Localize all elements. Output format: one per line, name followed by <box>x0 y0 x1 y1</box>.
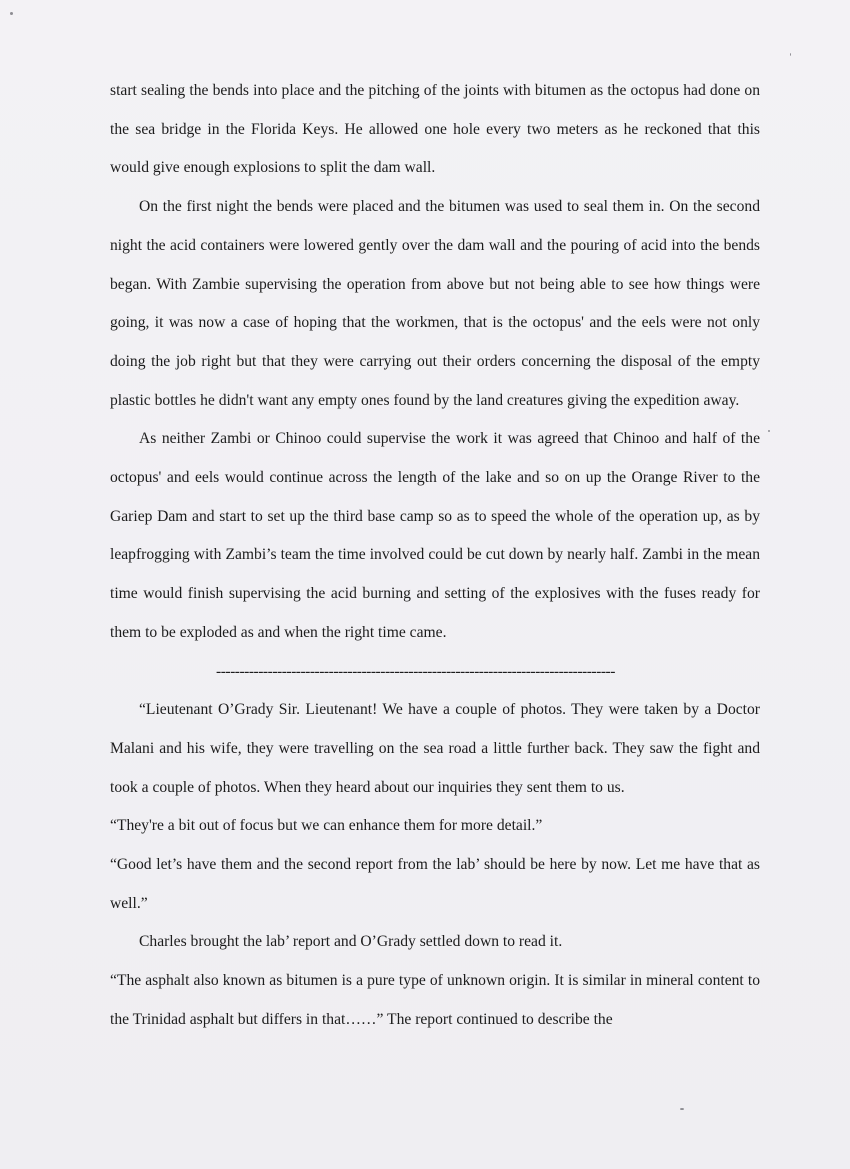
paragraph-second-report: “Good let’s have them and the second report from the lab’ should be here by now. Let me have that as well.” <box>110 856 760 912</box>
document-body <box>110 72 760 1040</box>
paragraph-zambi-chinoo: As neither Zambi or Chinoo could supervise the work it was agreed that Chinoo and half of the octopus' and eels would continue across the length of the lake and so on up the Orange River to the Gariep Dam and start to set up the third base camp so as to speed the whole of the operation up, as by leapfrogging with Zambi’s team the time involved could be cut down by nearly half. Zambi in the mean time would finish supervising the acid burning and setting of the explosives with the fuses ready for them to be exploded as and when the right time came. <box>110 430 760 641</box>
scan-speck <box>790 53 791 56</box>
scan-speck <box>768 430 770 432</box>
paragraph-lieutenant-photos: “Lieutenant O’Grady Sir. Lieutenant! We have a couple of photos. They were taken by a Doctor Malani and his wife, they were travelling on the sea road a little further back. They saw the fight and took a couple of photos. When they heard about our inquiries they sent them to us. <box>110 701 760 796</box>
paragraph-first-night: On the first night the bends were placed and the bitumen was used to seal them in. On the second night the acid containers were lowered gently over the dam wall and the pouring of acid into the bends began. With Zambie supervising the operation from above but not being able to see how things were going, it was now a case of hoping that the workmen, that is the octopus' and the eels were not only doing the job right but that they were carrying out their orders concerning the disposal of the empty plastic bottles he didn't want any empty ones found by the land creatures giving the expedition away. <box>110 198 760 409</box>
section-separator: ------------------------------------------------------------------------------------- <box>216 662 615 680</box>
paragraph-charles-report: Charles brought the lab’ report and O’Grady settled down to read it. <box>139 933 563 951</box>
scan-speck <box>680 1108 684 1110</box>
paragraph-out-of-focus: “They're a bit out of focus but we can enhance them for more detail.” <box>110 817 543 835</box>
paragraph-sealing-bends: start sealing the bends into place and the pitching of the joints with bitumen as the octopus had done on the sea bridge in the Florida Keys. He allowed one hole every two meters as he reckoned that this would give enough explosions to split the dam wall. <box>110 82 760 177</box>
scan-speck <box>10 12 13 15</box>
paragraph-asphalt-report: “The asphalt also known as bitumen is a pure type of unknown origin. It is similar in mineral content to the Trinidad asphalt but differs in that……” The report continued to describe the <box>110 972 760 1028</box>
